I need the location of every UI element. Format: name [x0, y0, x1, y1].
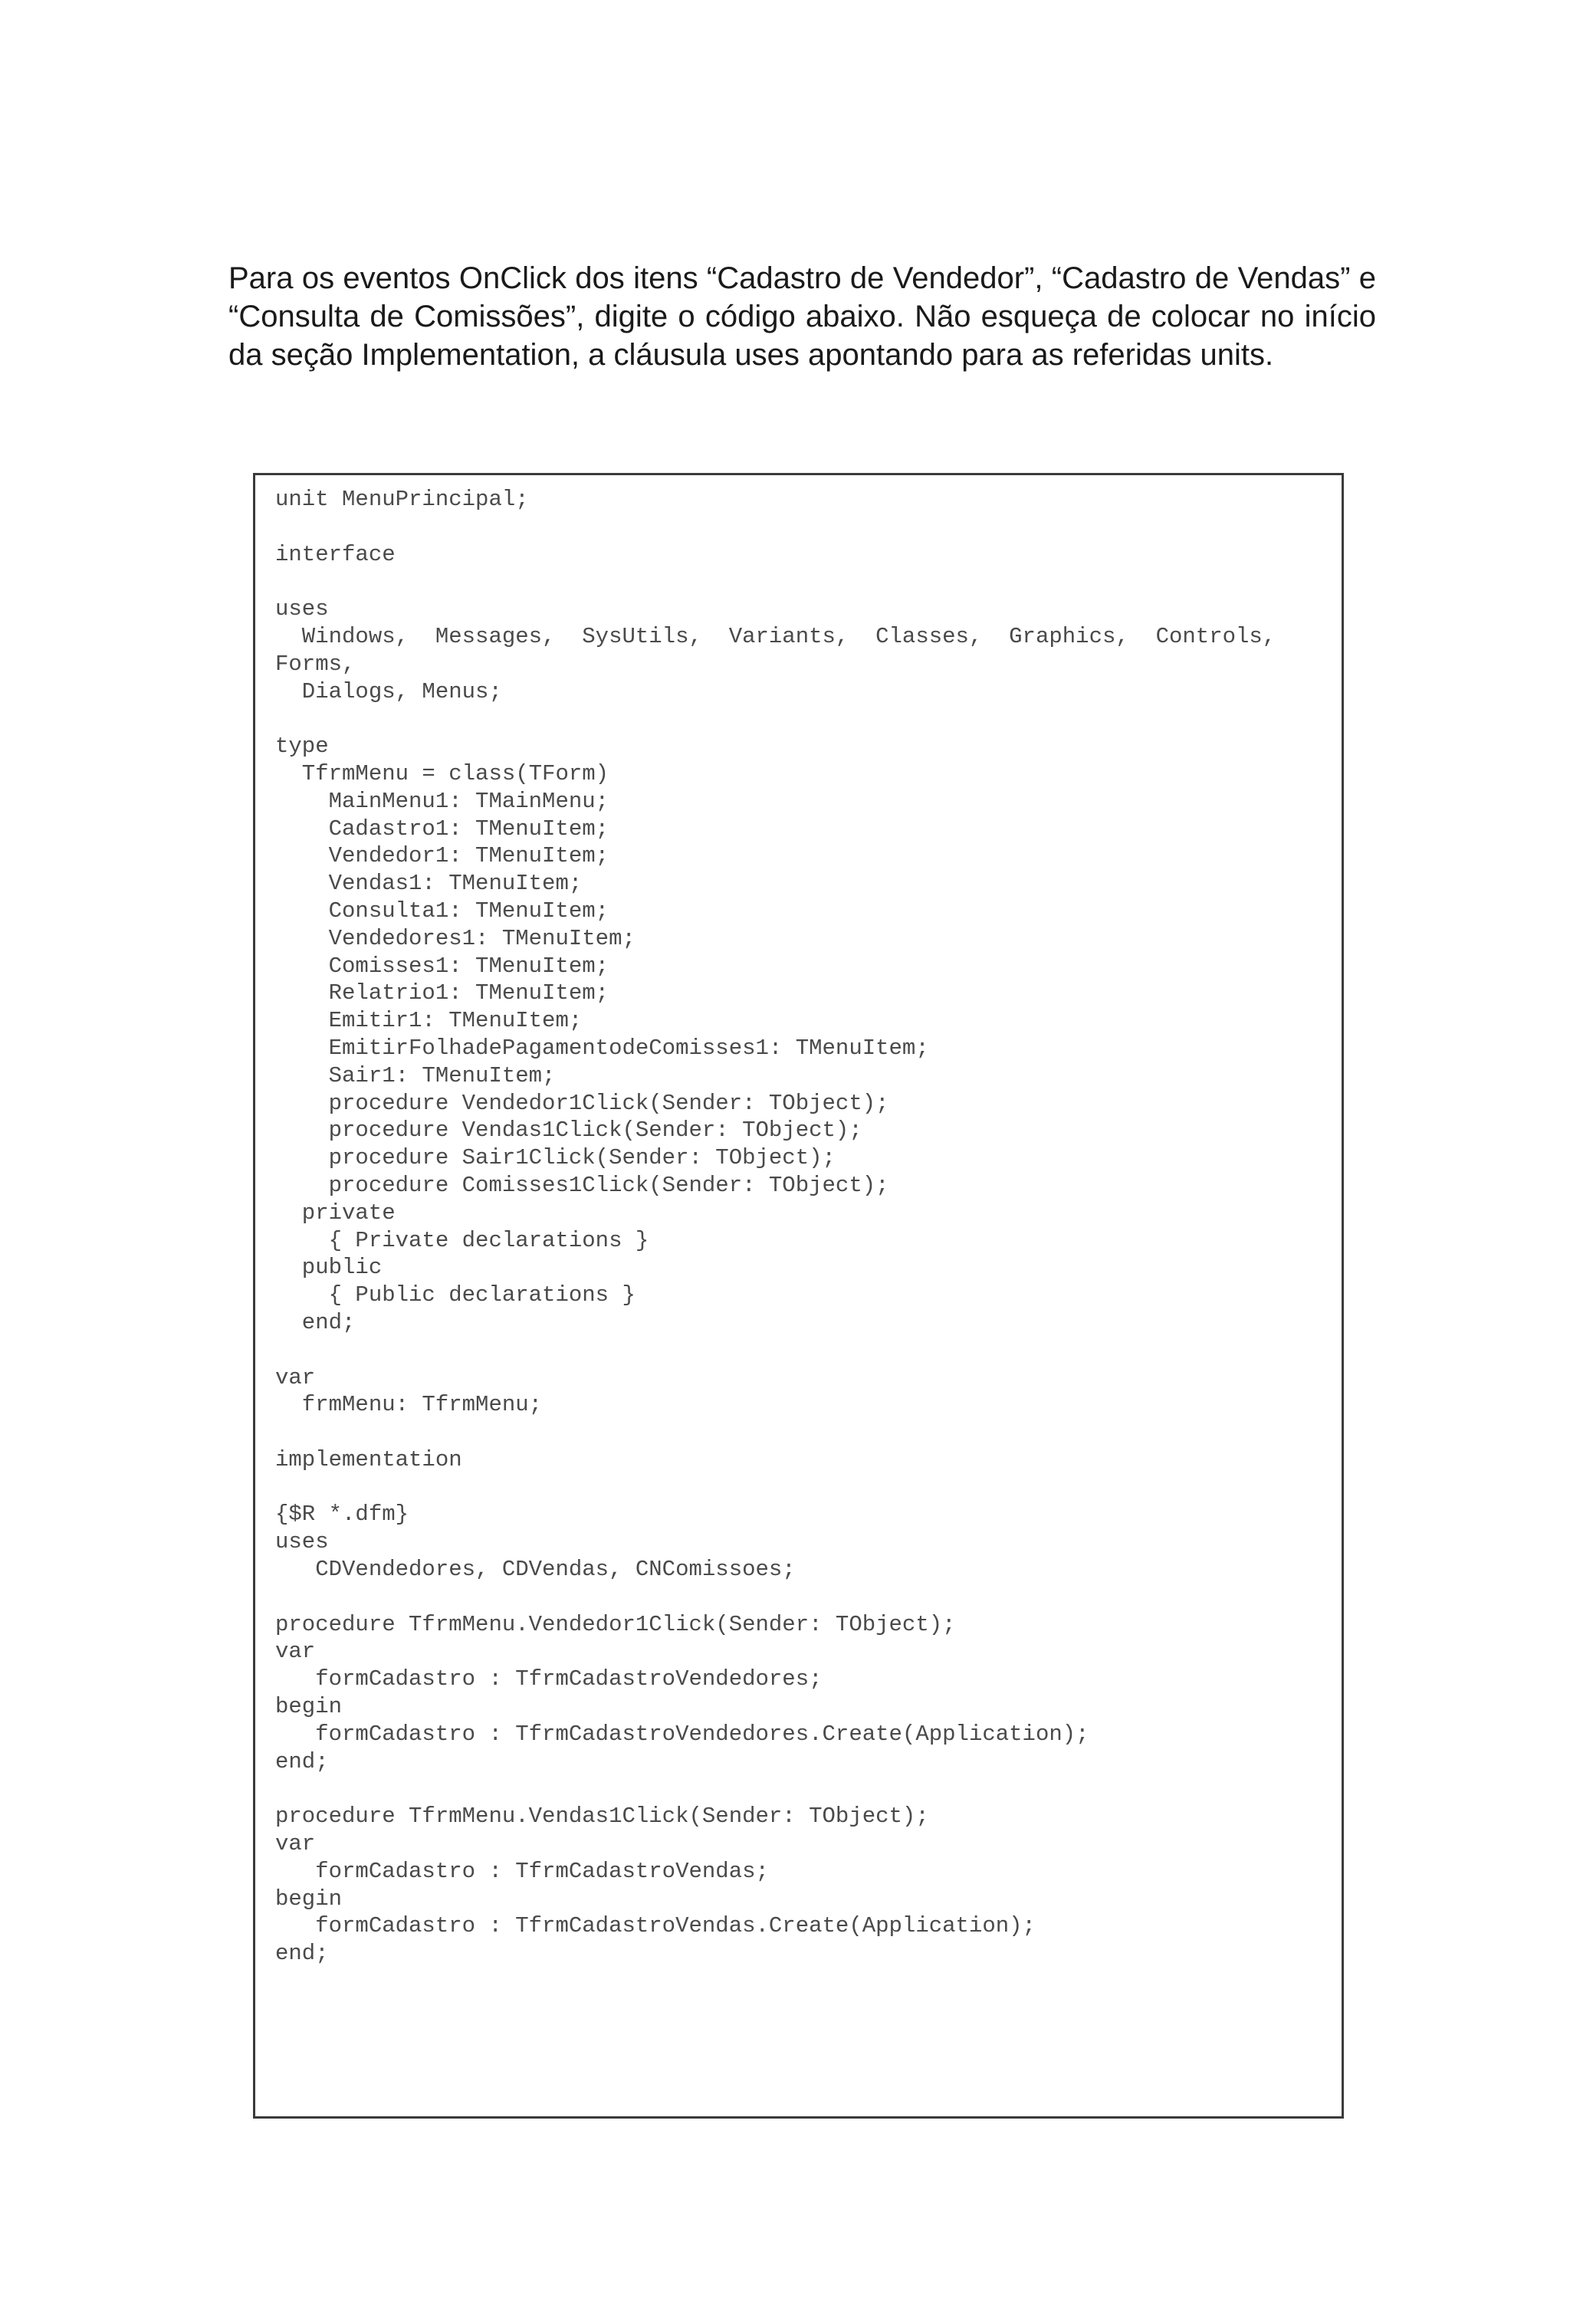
intro-paragraph: Para os eventos OnClick dos itens “Cadastro de Vendedor”, “Cadastro de Vendas” e “Consulta de Comissões”, digite o código abaixo. Não esqueça de colocar no início da seção Implementation, a cláusula uses apontando para as referidas units.: [228, 261, 1376, 372]
code-listing-box: [253, 473, 1344, 2119]
code-listing: unit MenuPrincipal; interface uses Windows, Messages, SysUtils, Variants, Classes, Graphics, Controls, Forms, Dialogs, Menus; type TfrmMenu = class(TForm) MainMenu1: TMainMenu; Cadastro1: TMenuItem; Vendedor1: TMenuItem; Vendas1: TMenuItem; Consulta1: TMenuItem; Vendedores1: TMenuItem; Comisses1: TMenuItem; Relatrio1: TMenuItem; Emitir1: TMenuItem; EmitirFolhadePagamentodeComisses1: TMenuItem; Sair1: TMenuItem; procedure Vendedor1Click(Sender: TObject); procedure Vendas1Click(Sender: TObject); procedure Sair1Click(Sender: TObject); procedure Comisses1Click(Sender: TObject); private { Private declarations } public { Public declarations } end; var frmMenu: TfrmMenu; implementation {$R *.dfm} uses CDVendedores, CDVendas, CNComissoes; procedure TfrmMenu.Vendedor1Click(Sender: TObject); var formCadastro : TfrmCadastroVendedores; begin formCadastro : TfrmCadastroVendedores.Create(Application); end; procedure TfrmMenu.Vendas1Click(Sender: TObject); var formCadastro : TfrmCadastroVendas; begin formCadastro : TfrmCadastroVendas.Create(Application); end;: [275, 487, 1276, 1967]
